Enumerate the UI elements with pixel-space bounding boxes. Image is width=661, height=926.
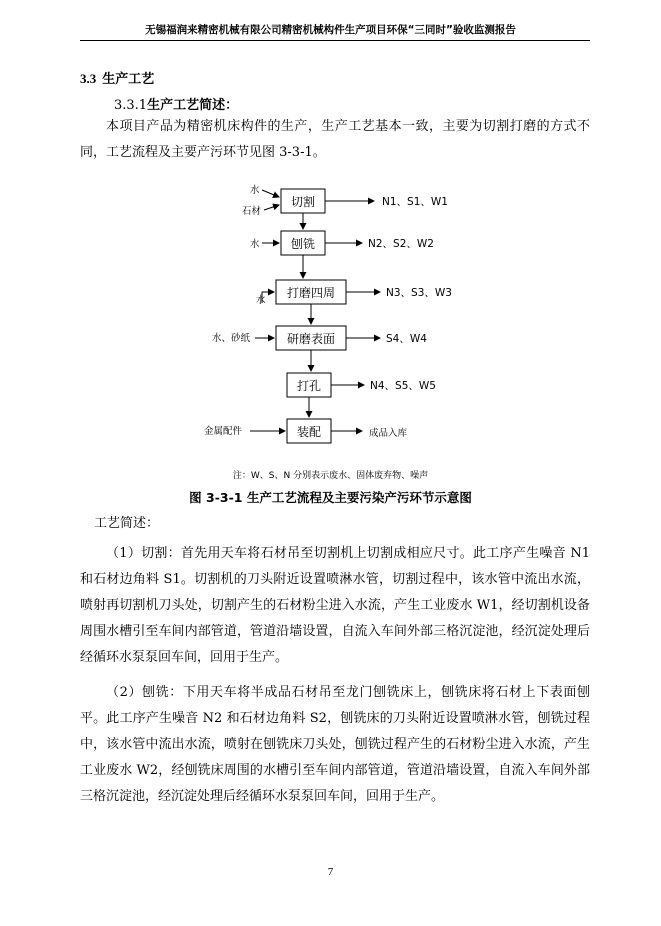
flow-input-stone: 石材 [242, 206, 262, 217]
flow-output-5: N4、S5、W5 [370, 380, 436, 392]
flow-step-grind-edges-label: 打磨四周 [286, 286, 336, 300]
flow-step-cut [281, 189, 325, 213]
intro-paragraph: 本项目产品为精密机床构件的生产，生产工艺基本一致，主要为切割打磨的方式不同，工艺流程及主要产污环节见图 3-3-1。 [80, 119, 590, 160]
step-planing-paragraph: （2）刨铣：下用天车将半成品石材吊至龙门刨铣床上，刨铣床将石材上下表面刨平。此工序产生噪音 N2 和石材边角料 S2，刨铣床的刀头附近设置喷淋水管，刨铣过程中，该水管中流出水流，喷射在刨铣床刀头处，刨铣过程产生的石材粉尘进入水流，产生工业废水 W2，经刨铣床周围的水槽引至车间内部管道，管道沿墙设置，自流入车间外部三格沉淀池，经沉淀处理后经循环水泵泵回车间，回用于生产。 [80, 685, 590, 804]
flow-output-4: S4、W4 [386, 333, 427, 345]
figure-caption: 图 3-3-1 生产工艺流程及主要污染产污环节示意图 [189, 490, 472, 505]
flow-step-plane-mill [281, 231, 325, 255]
flow-input-water-2: 水 [250, 239, 260, 250]
page-number: 7 [327, 866, 334, 878]
flow-output-finished: 成品入库 [369, 428, 408, 439]
flow-input-water-1: 水 [250, 185, 260, 196]
section-number: 3.3 [80, 71, 97, 86]
section-title: 生产工艺 [102, 72, 155, 87]
flow-output-2: N2、S2、W2 [368, 238, 434, 250]
flow-step-polish-surface-label: 研磨表面 [286, 332, 336, 346]
flowchart-note: 注：W、S、N 分别表示废水、固体废弃物、噪声 [232, 471, 429, 481]
flow-arrow-in-1a [262, 190, 279, 197]
subsection-number: 3.3.1 [114, 98, 148, 113]
flow-output-3: N3、S3、W3 [386, 287, 452, 299]
flow-step-plane-mill-label: 刨铣 [290, 237, 316, 251]
flow-step-grind-edges [276, 280, 346, 304]
subsection-title: 生产工艺简述： [147, 98, 239, 113]
flow-step-drill [287, 373, 331, 397]
flow-input-water-3: 水 [256, 295, 266, 306]
report-header-title: 无锡福润来精密机械有限公司精密机械构件生产项目环保“三同时”验收监测报告 [145, 24, 516, 36]
flow-input-metal-parts: 金属配件 [204, 426, 243, 437]
flow-arrow-in-1b [264, 205, 279, 210]
flow-step-cut-label: 切割 [290, 195, 316, 209]
flow-step-assemble [287, 419, 331, 443]
flow-step-drill-label: 打孔 [296, 379, 322, 393]
flow-input-water-sandpaper: 水、砂纸 [212, 333, 251, 344]
step-cutting-paragraph: （1）切割：首先用天车将石材吊至切割机上切割成相应尺寸。此工序产生噪音 N1 和石材边角料 S1。切割机的刀头附近设置喷淋水管，切割过程中，该水管中流出水流，喷射再切割机刀头处，切割产生的石材粉尘进入水流，产生工业废水 W1，经切割机设备周围水槽引至车间内部管道，管道沿墙设置，自流入车间外部三格沉淀池，经沉淀处理后经循环水泵泵回车间，回用于生产。 [80, 546, 590, 665]
flow-step-assemble-label: 装配 [296, 425, 322, 439]
flow-step-polish-surface [276, 326, 346, 350]
flow-output-1: N1、S1、W1 [382, 196, 448, 208]
process-description-label: 工艺简述： [94, 516, 160, 531]
